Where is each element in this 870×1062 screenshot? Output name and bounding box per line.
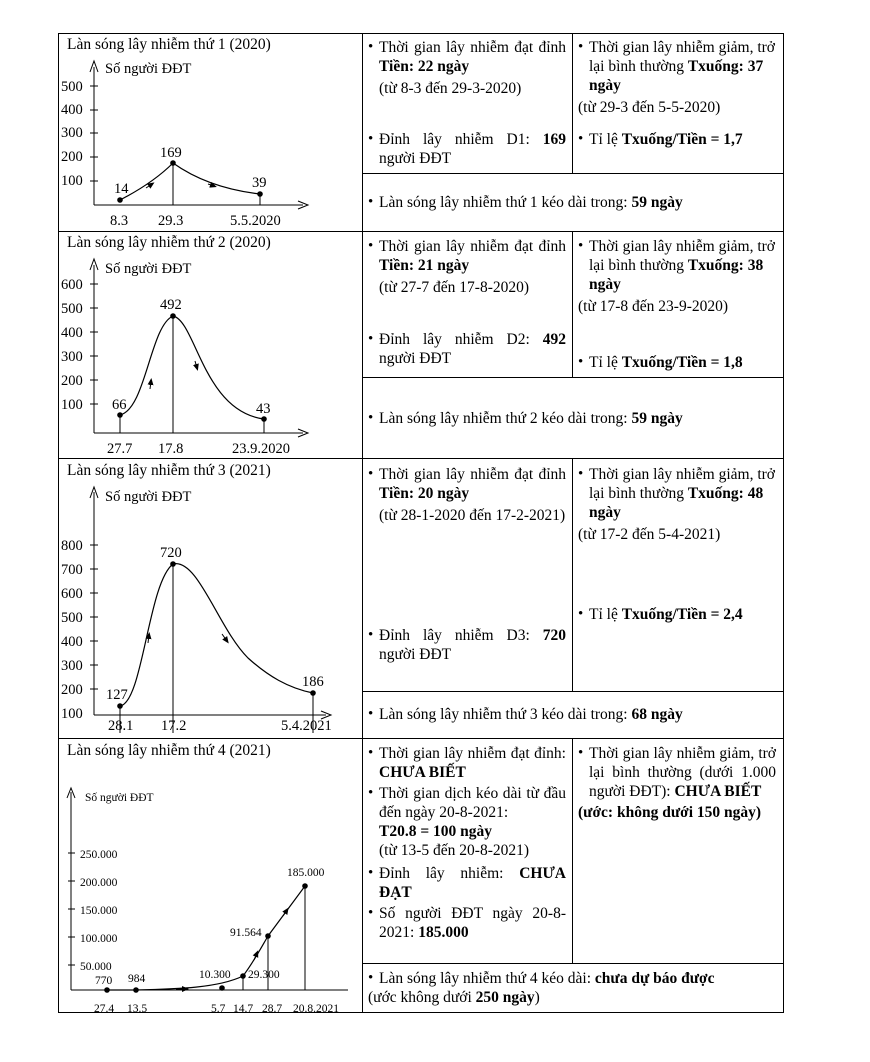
wave-4-details xyxy=(368,744,566,942)
wave-3-peak-time: • Thời gian lây nhiễm đạt đỉnh Tiền: 20 ngày (từ 28-1-2020 đến 17-2-2021) xyxy=(368,465,566,525)
wave-2-ytick-400: 400 xyxy=(61,325,83,341)
wave-1-chart xyxy=(58,33,362,231)
wave-2-decline: • Thời gian lây nhiễm giảm, trở lại bình thường Txuống: 38 ngày (từ 17-8 đến 23-9-2020) xyxy=(578,237,778,316)
wave-2-peak: • Đỉnh lây nhiễm D2: 492 người ĐĐT xyxy=(368,330,566,368)
wave-3-point-1-value: 127 xyxy=(106,687,128,703)
wave-3-decline: • Thời gian lây nhiễm giảm, trở lại bình thường Txuống: 48 ngày (từ 17-2 đến 5-4-2021) xyxy=(578,465,778,544)
wave-3-point-2-value: 720 xyxy=(160,545,182,561)
wave-1-point-1-value: 14 xyxy=(114,181,129,197)
wave-4-point-2-value: 984 xyxy=(128,973,146,985)
wave-4-spread: • Thời gian dịch kéo dài từ đầu đến ngày 20-8-2021: T20.8 = 100 ngày xyxy=(368,784,566,841)
wave-3-ytick-300: 300 xyxy=(61,658,83,674)
wave-4-peak-time: • Thời gian lây nhiễm đạt đỉnh: CHƯA BIẾT xyxy=(368,744,566,782)
wave-2-ytick-300: 300 xyxy=(61,349,83,365)
wave-2-chart xyxy=(58,231,362,458)
wave-4-ytick-150000: 150.000 xyxy=(80,905,118,917)
wave-2-peak-time: • Thời gian lây nhiễm đạt đỉnh Tiền: 21 ngày (từ 27-7 đến 17-8-2020) xyxy=(368,237,566,297)
wave-4-title: Làn sóng lây nhiễm thứ 4 (2021) xyxy=(67,742,271,759)
wave-2-chart-cell xyxy=(58,231,362,458)
wave-2-ratio: • Tỉ lệ Txuống/Tiền = 1,8 xyxy=(578,353,778,372)
wave-4-decline: • Thời gian lây nhiễm giảm, trở lại bình thường (dưới 1.000 người ĐĐT): CHƯA BIẾT (ước: không dưới 150 ngày) xyxy=(578,744,776,822)
wave-4-ytick-100000: 100.000 xyxy=(80,933,118,945)
wave-1-point-2-value: 169 xyxy=(160,145,182,161)
wave-1-ratio: • Tỉ lệ Txuống/Tiền = 1,7 xyxy=(578,130,778,149)
wave-4-ytick-250000: 250.000 xyxy=(80,849,118,861)
wave-4-x-6: 20.8.2021 xyxy=(293,1003,339,1013)
wave-4-x-2: 13.5 xyxy=(127,1003,148,1013)
wave-4-x-1: 27.4 xyxy=(94,1003,115,1013)
wave-3-point-3-value: 186 xyxy=(302,674,324,690)
wave-2-x-2: 17.8 xyxy=(158,441,184,457)
wave-1-peak-time: • Thời gian lây nhiễm đạt đỉnh Tiền: 22 ngày (từ 8-3 đến 29-3-2020) xyxy=(368,38,566,98)
wave-3-title: Làn sóng lây nhiễm thứ 3 (2021) xyxy=(67,462,271,479)
wave-3-chart-cell xyxy=(58,458,362,738)
wave-4-x-3: 5.7 xyxy=(211,1003,226,1013)
wave-3-ytick-200: 200 xyxy=(61,682,83,698)
wave-1-ytick-100: 100 xyxy=(61,173,83,189)
wave-2-point-1-value: 66 xyxy=(112,397,127,413)
wave-4-point-1-value: 770 xyxy=(95,975,113,987)
wave-2-x-3: 23.9.2020 xyxy=(232,441,290,457)
wave-3-ylabel: Số người ĐĐT xyxy=(105,489,192,505)
wave-2-ytick-500: 500 xyxy=(61,301,83,317)
wave-2-ytick-100: 100 xyxy=(61,397,83,413)
wave-3-ytick-400: 400 xyxy=(61,634,83,650)
wave-1-title: Làn sóng lây nhiễm thứ 1 (2020) xyxy=(67,36,271,53)
wave-1-point-3-value: 39 xyxy=(252,175,267,191)
wave-3-ytick-600: 600 xyxy=(61,586,83,602)
wave-3-ratio: • Tỉ lệ Txuống/Tiền = 2,4 xyxy=(578,605,778,624)
wave-1-x-1: 8.3 xyxy=(110,213,129,229)
wave-1-ytick-300: 300 xyxy=(61,125,83,141)
wave-1-x-3: 5.5.2020 xyxy=(230,213,281,229)
wave-4-ytick-50000: 50.000 xyxy=(80,961,112,973)
wave-4-count: • Số người ĐĐT ngày 20-8-2021: 185.000 xyxy=(368,904,566,942)
wave-4-ytick-200000: 200.000 xyxy=(80,877,118,889)
wave-3-x-2: 17.2 xyxy=(161,718,187,734)
wave-4-point-3-value: 10.300 xyxy=(199,969,231,981)
wave-2-ytick-200: 200 xyxy=(61,373,83,389)
wave-1-peak: • Đỉnh lây nhiễm D1: 169 người ĐĐT xyxy=(368,130,566,168)
wave-2-point-3-value: 43 xyxy=(256,401,271,417)
wave-3-ytick-800: 800 xyxy=(61,538,83,554)
wave-4-point-6-value: 185.000 xyxy=(287,867,325,879)
wave-1-x-2: 29.3 xyxy=(158,213,184,229)
wave-2-ytick-600: 600 xyxy=(61,277,83,293)
wave-3-peak: • Đỉnh lây nhiễm D3: 720 người ĐĐT xyxy=(368,626,566,664)
wave-3-x-1: 28.1 xyxy=(108,718,134,734)
wave-3-x-3: 5.4.2021 xyxy=(281,718,332,734)
wave-4-x-5: 28.7 xyxy=(262,1003,283,1013)
wave-3-ytick-500: 500 xyxy=(61,610,83,626)
wave-1-ytick-400: 400 xyxy=(61,102,83,118)
wave-4-point-5-value: 91.564 xyxy=(230,927,262,939)
wave-1-ylabel: Số người ĐĐT xyxy=(105,61,192,77)
wave-1-decline: • Thời gian lây nhiễm giảm, trở lại bình thường Txuống: 37 ngày (từ 29-3 đến 5-5-2020) xyxy=(578,38,778,117)
wave-4-ylabel: Số người ĐĐT xyxy=(85,792,154,804)
wave-2-x-1: 27.7 xyxy=(107,441,133,457)
wave-2-ylabel: Số người ĐĐT xyxy=(105,261,192,277)
wave-1-chart-cell xyxy=(58,33,362,231)
wave-4-point-4-value: 29.300 xyxy=(248,969,280,981)
wave-4-chart-cell xyxy=(58,738,362,1013)
wave-4-duration: • Làn sóng lây nhiễm thứ 4 kéo dài: chưa dự báo được (ước không dưới 250 ngày) xyxy=(368,969,778,1007)
wave-2-title: Làn sóng lây nhiễm thứ 2 (2020) xyxy=(67,234,271,251)
wave-2-point-2-value: 492 xyxy=(160,297,182,313)
wave-3-chart xyxy=(58,458,362,738)
wave-1-ytick-200: 200 xyxy=(61,149,83,165)
wave-1-ytick-500: 500 xyxy=(61,79,83,95)
wave-3-duration: • Làn sóng lây nhiễm thứ 3 kéo dài trong: 68 ngày xyxy=(368,705,778,724)
wave-4-peak: • Đỉnh lây nhiễm: CHƯA ĐẠT xyxy=(368,864,566,902)
wave-4-spread-range: (từ 13-5 đến 20-8-2021) xyxy=(379,842,530,859)
wave-3-ytick-100: 100 xyxy=(61,706,83,722)
waves-table xyxy=(58,33,784,1013)
wave-2-duration: • Làn sóng lây nhiễm thứ 2 kéo dài trong: 59 ngày xyxy=(368,409,778,428)
wave-1-duration: • Làn sóng lây nhiễm thứ 1 kéo dài trong: 59 ngày xyxy=(368,193,778,212)
wave-4-x-4: 14.7 xyxy=(233,1003,254,1013)
wave-3-ytick-700: 700 xyxy=(61,562,83,578)
wave-4-chart xyxy=(58,738,362,1013)
